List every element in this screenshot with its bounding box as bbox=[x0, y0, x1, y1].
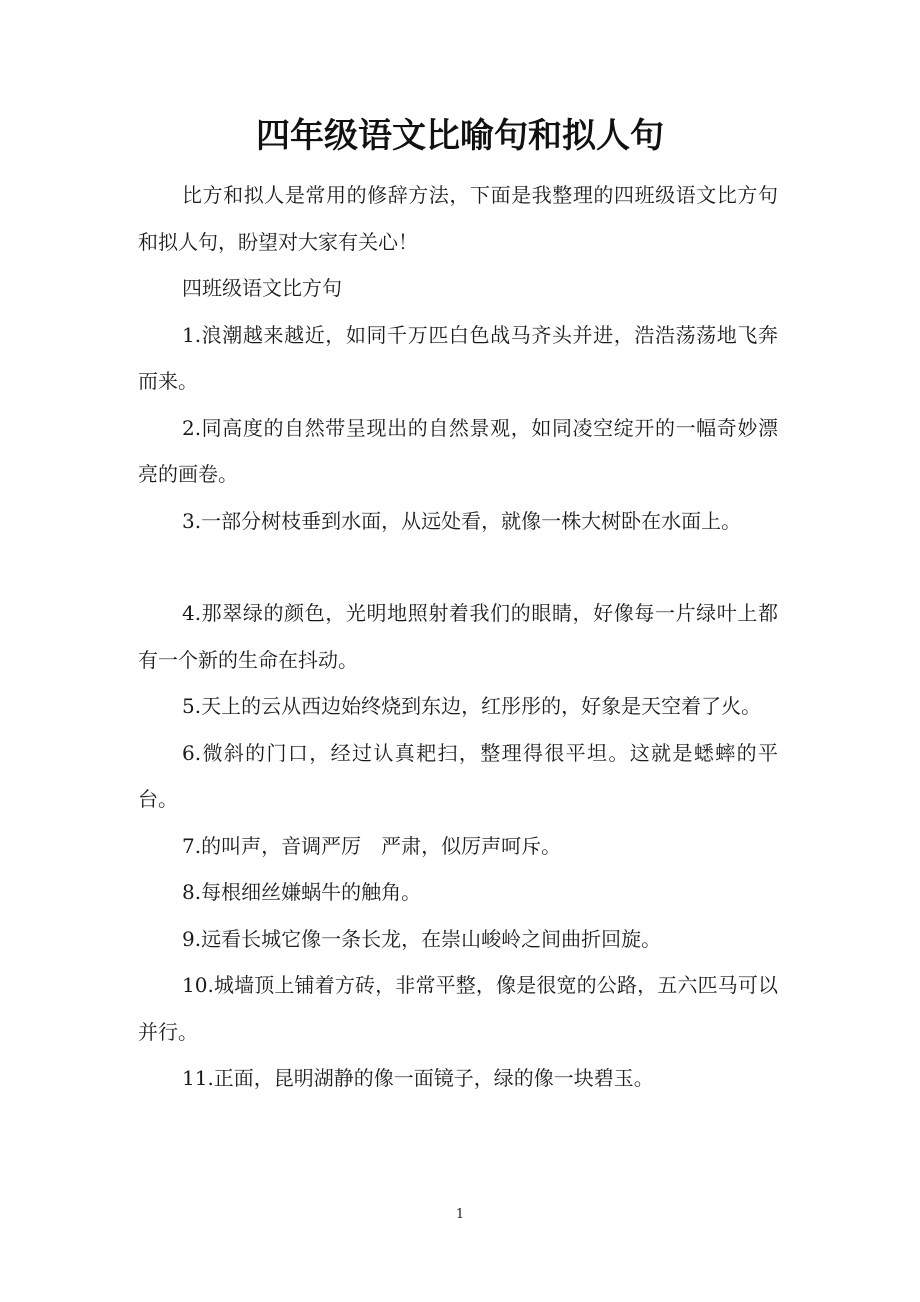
sentence-2: 2.同高度的自然带呈现出的自然景观，如同凌空绽开的一幅奇妙漂亮的画卷。 bbox=[138, 415, 778, 486]
intro-paragraph: 比方和拟人是常用的修辞方法，下面是我整理的四班级语文比方句和拟人句，盼望对大家有关心！ bbox=[138, 183, 778, 254]
document-body bbox=[138, 172, 778, 1102]
section-heading: 四班级语文比方句 bbox=[182, 276, 342, 300]
sentence-9: 9.远看长城它像一条长龙，在崇山峻岭之间曲折回旋。 bbox=[182, 926, 662, 951]
sentence-3: 3.一部分树枝垂到水面，从远处看，就像一株大树卧在水面上。 bbox=[182, 508, 742, 533]
sentence-8: 8.每根细丝嫌蜗牛的触角。 bbox=[182, 880, 422, 904]
document-title: 四年级语文比喻句和拟人句 bbox=[256, 116, 664, 156]
sentence-1: 1.浪潮越来越近，如同千万匹白色战马齐头并进，浩浩荡荡地飞奔而来。 bbox=[138, 322, 778, 393]
sentence-5: 5.天上的云从西边始终烧到东边，红彤彤的，好象是天空着了火。 bbox=[182, 694, 762, 718]
sentence-4: 4.那翠绿的颜色，光明地照射着我们的眼睛，好像每一片绿叶上都有一个新的生命在抖动。 bbox=[138, 601, 778, 672]
sentence-11: 11.正面，昆明湖静的像一面镜子，绿的像一块碧玉。 bbox=[182, 1066, 654, 1090]
sentence-10: 10.城墙顶上铺着方砖，非常平整，像是很宽的公路，五六匹马可以并行。 bbox=[138, 973, 778, 1044]
sentence-6: 6.微斜的门口，经过认真耙扫，整理得很平坦。这就是蟋蟀的平台。 bbox=[138, 740, 778, 811]
sentence-7: 7.的叫声，音调严厉 严肃，似厉声呵斥。 bbox=[182, 833, 562, 858]
page-number: 1 bbox=[455, 1207, 465, 1222]
